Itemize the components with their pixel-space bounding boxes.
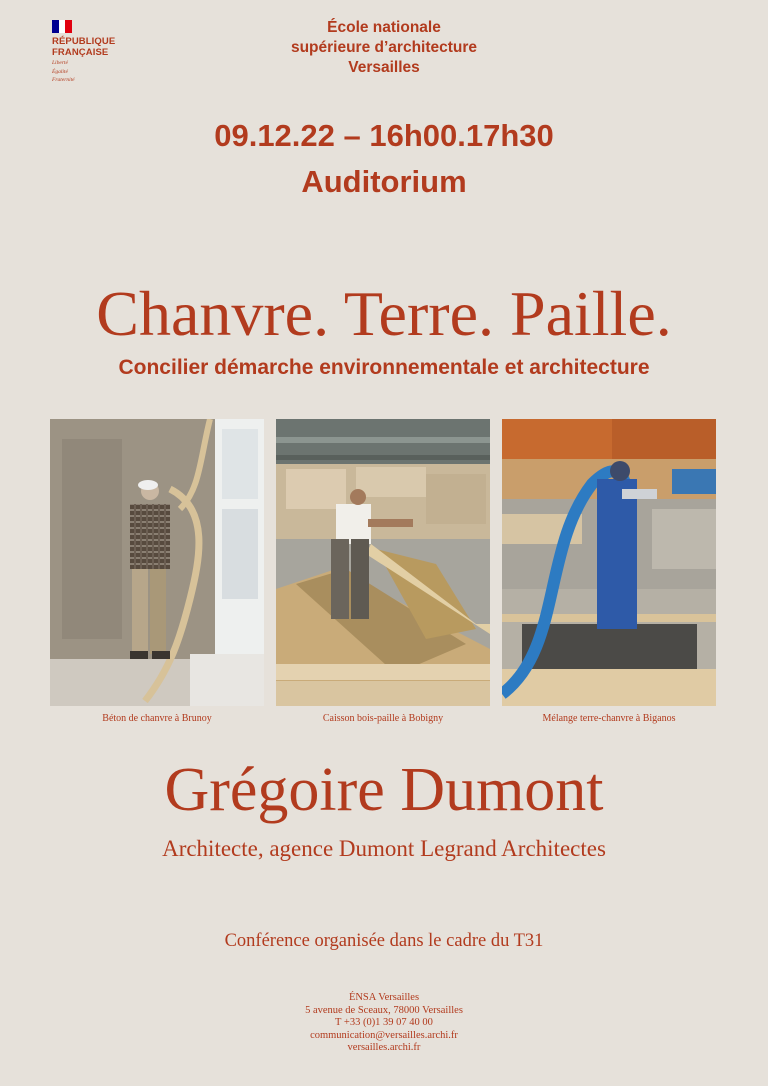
poster-title: Chanvre. Terre. Paille. — [96, 278, 672, 349]
poster-subtitle: Concilier démarche environnementale et architecture — [118, 356, 650, 379]
photo-caption-1: Béton de chanvre à Brunoy — [102, 713, 212, 724]
school-name-line-2: supérieure d’architecture — [290, 39, 478, 56]
speaker-name: Grégoire Dumont — [164, 756, 604, 824]
school-name-line-3: Versailles — [348, 59, 420, 76]
school-name-line-1: École nationale — [327, 19, 441, 36]
school-name — [0, 18, 768, 78]
logo-text-francaise: FRANÇAISE — [52, 47, 109, 58]
contact-phone: T +33 (0)1 39 07 40 00 — [335, 1017, 433, 1029]
conference-context: Conférence organisée dans le cadre du T31 — [224, 931, 544, 951]
photo-earth-hemp-mix — [502, 419, 716, 706]
contact-block — [0, 992, 768, 1055]
contact-email[interactable]: communication@versailles.archi.fr — [310, 1029, 458, 1041]
speaker-role: Architecte, agence Dumont Legrand Architectes — [162, 836, 606, 861]
contact-name: ÉNSA Versailles — [348, 992, 420, 1003]
photo-caption-3: Mélange terre-chanvre à Biganos — [542, 713, 676, 724]
logo-motto-fraternite: Fraternité — [52, 77, 75, 83]
event-place: Auditorium — [301, 164, 467, 199]
photo-hemp-concrete — [50, 419, 264, 706]
contact-address: 5 avenue de Sceaux, 78000 Versailles — [305, 1004, 463, 1016]
photo-wood-straw-box — [276, 419, 490, 706]
contact-website-link[interactable]: versailles.archi.fr — [347, 1042, 421, 1054]
logo-text-republique: RÉPUBLIQUE — [52, 36, 116, 47]
photo-caption-2: Caisson bois-paille à Bobigny — [322, 713, 444, 724]
logo-motto-liberte: Liberté — [52, 60, 68, 66]
event-date-time: 09.12.22 – 16h00.17h30 — [214, 118, 554, 153]
logo-motto-egalite: Égalité — [52, 68, 68, 75]
